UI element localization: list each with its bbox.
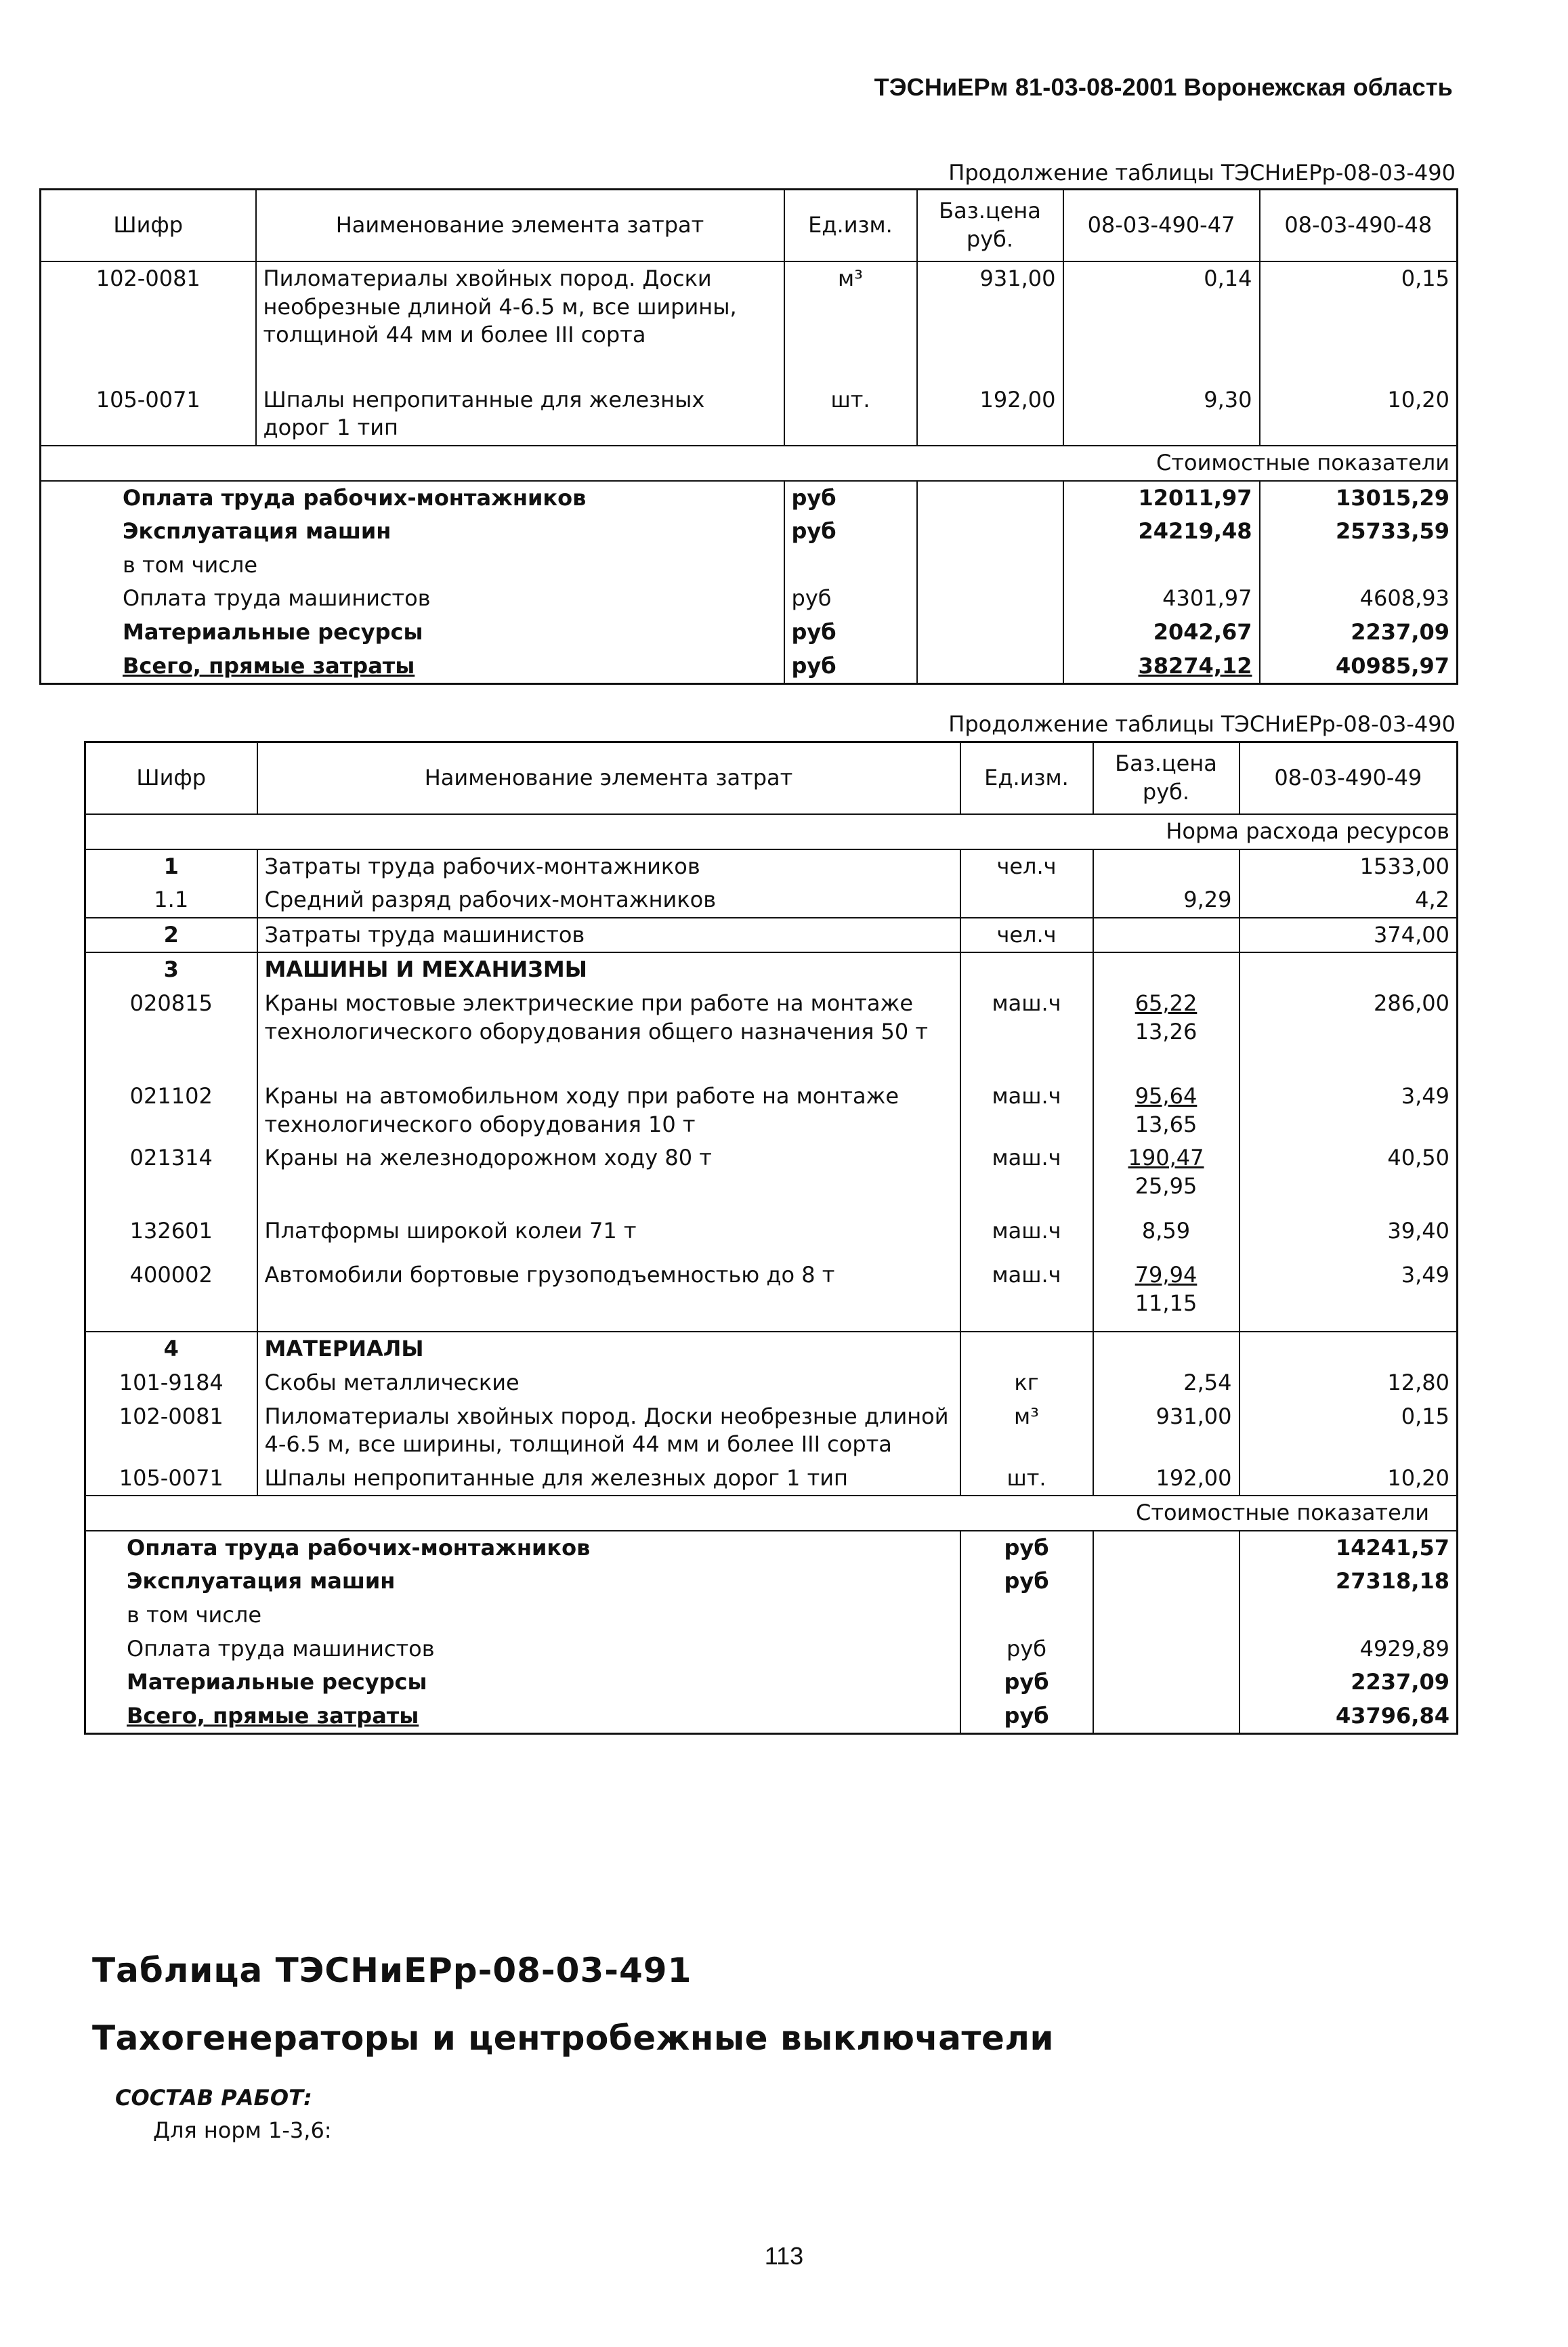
cost-row — [85, 1531, 1458, 1565]
cost-value: 12011,97 — [1063, 481, 1260, 515]
cell-price: 192,00 — [1093, 1462, 1239, 1496]
col-norm-47: 08-03-490-47 — [1063, 190, 1260, 262]
cell-price — [1093, 918, 1239, 953]
cost-label: в том числе — [41, 549, 784, 583]
table2-header-row — [85, 742, 1458, 815]
cell-unit — [960, 952, 1093, 987]
cell-code: 4 — [85, 1332, 257, 1366]
cost-row — [85, 1599, 1458, 1632]
col-unit: Ед.изм. — [960, 742, 1093, 815]
table2-caption: Продолжение таблицы ТЭСНиЕРр-08-03-490 — [948, 711, 1456, 737]
cost-row — [41, 549, 1458, 583]
price-operator: 11,15 — [1135, 1290, 1198, 1316]
cost-value — [1063, 549, 1260, 583]
cost-row — [41, 616, 1458, 650]
cell-unit: м³ — [960, 1400, 1093, 1462]
works-label: СОСТАВ РАБОТ: — [115, 2085, 312, 2111]
cost-row — [85, 1666, 1458, 1699]
cell-unit: чел.ч — [960, 918, 1093, 953]
cost-value: 2237,09 — [1239, 1666, 1458, 1699]
cost-price-empty — [917, 515, 1063, 549]
section-row-materials — [85, 1332, 1458, 1366]
cell-unit: маш.ч — [960, 987, 1093, 1080]
cost-label: Оплата труда машинистов — [41, 582, 784, 616]
cost-label: Эксплуатация машин — [85, 1565, 960, 1599]
cell-code: 3 — [85, 952, 257, 987]
cost-label: в том числе — [85, 1599, 960, 1632]
table2 — [84, 741, 1458, 1735]
cell-code: 400002 — [85, 1259, 257, 1332]
cost-unit: руб — [784, 481, 917, 515]
cell-value: 0,15 — [1260, 261, 1458, 383]
cell-price — [1093, 952, 1239, 987]
table-row — [85, 1366, 1458, 1400]
cell-price — [1093, 1259, 1239, 1332]
col-norm-48: 08-03-490-48 — [1260, 190, 1458, 262]
cell-price: 931,00 — [917, 261, 1063, 383]
cost-value: 27318,18 — [1239, 1565, 1458, 1599]
table-row — [85, 987, 1458, 1080]
cell-code: 132601 — [85, 1214, 257, 1259]
cost-price-empty — [1093, 1531, 1239, 1565]
cost-price-empty — [917, 650, 1063, 684]
cell-value: 0,15 — [1239, 1400, 1458, 1462]
cell-price — [1093, 849, 1239, 884]
cost-label: Оплата труда машинистов — [85, 1632, 960, 1666]
cell-value: 10,20 — [1239, 1462, 1458, 1496]
col-name: Наименование элемента затрат — [256, 190, 784, 262]
cost-label: Эксплуатация машин — [41, 515, 784, 549]
price-machine: 79,94 — [1135, 1262, 1198, 1288]
cell-value: 10,20 — [1260, 383, 1458, 446]
cost-unit: руб — [960, 1632, 1093, 1666]
cost-header: Стоимостные показатели — [85, 1496, 1458, 1531]
col-norm-49: 08-03-490-49 — [1239, 742, 1458, 815]
cost-value: 13015,29 — [1260, 481, 1458, 515]
cell-code: 101-9184 — [85, 1366, 257, 1400]
cell-price: 2,54 — [1093, 1366, 1239, 1400]
cell-unit: маш.ч — [960, 1080, 1093, 1141]
cost-row — [85, 1565, 1458, 1599]
section-row-machines — [85, 952, 1458, 987]
cell-code: 1 — [85, 849, 257, 884]
cell-name: Автомобили бортовые грузоподъемностью до 8 т — [257, 1259, 960, 1332]
cost-unit: руб — [784, 515, 917, 549]
table-row — [85, 1080, 1458, 1141]
cost-value: 4929,89 — [1239, 1632, 1458, 1666]
table1-cost-header-row — [41, 446, 1458, 481]
col-price: Баз.цена руб. — [917, 190, 1063, 262]
cell-code: 105-0071 — [85, 1462, 257, 1496]
price-operator: 13,65 — [1135, 1111, 1198, 1137]
section-subtitle: Тахогенераторы и центробежные выключатели — [92, 2018, 1055, 2058]
cost-unit: руб — [960, 1565, 1093, 1599]
price-operator: 25,95 — [1135, 1172, 1198, 1199]
price-machine: 65,22 — [1135, 990, 1198, 1016]
table-row — [85, 918, 1458, 953]
cost-value: 25733,59 — [1260, 515, 1458, 549]
cost-value: 2237,09 — [1260, 616, 1458, 650]
cell-value: 0,14 — [1063, 261, 1260, 383]
table-row — [85, 1462, 1458, 1496]
cell-value — [1239, 1332, 1458, 1366]
cell-code: 021314 — [85, 1141, 257, 1214]
cell-price — [1093, 1332, 1239, 1366]
page-number: 113 — [764, 2242, 804, 2270]
col-code: Шифр — [85, 742, 257, 815]
page-header: ТЭСНиЕРм 81-03-08-2001 Воронежская область — [874, 73, 1453, 101]
cell-name: МАТЕРИАЛЫ — [257, 1332, 960, 1366]
cost-row — [41, 515, 1458, 549]
cost-price-empty — [917, 481, 1063, 515]
cell-code: 102-0081 — [85, 1400, 257, 1462]
cell-name: Шпалы непропитанные для железных дорог 1 тип — [256, 383, 784, 446]
table2-cost-header-row — [85, 1496, 1458, 1531]
table-row — [85, 849, 1458, 884]
cell-code: 102-0081 — [41, 261, 256, 383]
cost-unit: руб — [960, 1699, 1093, 1734]
cost-value — [1239, 1599, 1458, 1632]
price-machine: 190,47 — [1128, 1145, 1204, 1171]
cost-unit: руб — [784, 616, 917, 650]
cost-unit: руб — [960, 1531, 1093, 1565]
table1-caption: Продолжение таблицы ТЭСНиЕРр-08-03-490 — [948, 160, 1456, 186]
cost-price-empty — [917, 616, 1063, 650]
cell-code: 021102 — [85, 1080, 257, 1141]
cell-unit: м³ — [784, 261, 917, 383]
cell-value: 12,80 — [1239, 1366, 1458, 1400]
cell-name: Затраты труда рабочих-монтажников — [257, 849, 960, 884]
cell-name: Краны на железнодорожном ходу 80 т — [257, 1141, 960, 1214]
cell-name: Скобы металлические — [257, 1366, 960, 1400]
cell-value — [1239, 952, 1458, 987]
cell-price: 192,00 — [917, 383, 1063, 446]
cost-value: 40985,97 — [1260, 650, 1458, 684]
table1-header-row — [41, 190, 1458, 262]
cost-row-total — [85, 1699, 1458, 1734]
table2-norm-header-row — [85, 814, 1458, 849]
table-row — [41, 383, 1458, 446]
table1 — [39, 188, 1458, 685]
cost-unit: руб — [784, 582, 917, 616]
section-title: Таблица ТЭСНиЕРр-08-03-491 — [92, 1951, 692, 1990]
cost-price-empty — [1093, 1599, 1239, 1632]
cost-unit — [784, 549, 917, 583]
cost-label: Оплата труда рабочих-монтажников — [41, 481, 784, 515]
cost-value: 24219,48 — [1063, 515, 1260, 549]
cost-label: Материальные ресурсы — [41, 616, 784, 650]
cell-value: 1533,00 — [1239, 849, 1458, 884]
cost-label: Оплата труда рабочих-монтажников — [85, 1531, 960, 1565]
cost-row-total — [41, 650, 1458, 684]
cost-row — [41, 481, 1458, 515]
cell-value: 374,00 — [1239, 918, 1458, 953]
cell-unit — [960, 883, 1093, 918]
table-row — [85, 1214, 1458, 1259]
cost-price-empty — [1093, 1565, 1239, 1599]
cell-value: 40,50 — [1239, 1141, 1458, 1214]
cell-unit: шт. — [784, 383, 917, 446]
cell-unit: чел.ч — [960, 849, 1093, 884]
cell-price: 9,29 — [1093, 883, 1239, 918]
cell-name: Средний разряд рабочих-монтажников — [257, 883, 960, 918]
cell-value: 3,49 — [1239, 1080, 1458, 1141]
cell-value: 39,40 — [1239, 1214, 1458, 1259]
cell-name: МАШИНЫ И МЕХАНИЗМЫ — [257, 952, 960, 987]
cost-value: 38274,12 — [1063, 650, 1260, 684]
cell-code: 1.1 — [85, 883, 257, 918]
col-name: Наименование элемента затрат — [257, 742, 960, 815]
table-row — [85, 883, 1458, 918]
cell-name: Затраты труда машинистов — [257, 918, 960, 953]
cell-name: Краны на автомобильном ходу при работе на монтаже технологического оборудования 10 т — [257, 1080, 960, 1141]
table-row — [41, 261, 1458, 383]
cost-unit: руб — [960, 1666, 1093, 1699]
cost-value: 43796,84 — [1239, 1699, 1458, 1734]
cell-name: Краны мостовые электрические при работе на монтаже технологического оборудования общего назначения 50 т — [257, 987, 960, 1080]
cost-header: Стоимостные показатели — [41, 446, 1458, 481]
table-row — [85, 1259, 1458, 1332]
col-unit: Ед.изм. — [784, 190, 917, 262]
cost-row — [85, 1632, 1458, 1666]
col-code: Шифр — [41, 190, 256, 262]
norm-header: Норма расхода ресурсов — [85, 814, 1458, 849]
cost-value: 4608,93 — [1260, 582, 1458, 616]
cost-price-empty — [1093, 1632, 1239, 1666]
cell-code: 2 — [85, 918, 257, 953]
cost-price-empty — [917, 582, 1063, 616]
cost-unit: руб — [784, 650, 917, 684]
cell-name: Платформы широкой колеи 71 т — [257, 1214, 960, 1259]
cell-unit: кг — [960, 1366, 1093, 1400]
cell-code: 105-0071 — [41, 383, 256, 446]
cell-value: 9,30 — [1063, 383, 1260, 446]
price-machine: 95,64 — [1135, 1083, 1198, 1109]
cost-value: 14241,57 — [1239, 1531, 1458, 1565]
cost-price-empty — [1093, 1666, 1239, 1699]
cost-price-empty — [917, 549, 1063, 583]
cell-price — [1093, 1141, 1239, 1214]
cell-name: Шпалы непропитанные для железных дорог 1 тип — [257, 1462, 960, 1496]
price-operator: 13,26 — [1135, 1018, 1198, 1044]
cell-name: Пиломатериалы хвойных пород. Доски необрезные длиной 4-6.5 м, все ширины, толщиной 44 мм и более III сорта — [256, 261, 784, 383]
cell-name: Пиломатериалы хвойных пород. Доски необрезные длиной 4-6.5 м, все ширины, толщиной 44 мм и более III сорта — [257, 1400, 960, 1462]
table-row — [85, 1400, 1458, 1462]
cost-label: Всего, прямые затраты — [85, 1699, 960, 1734]
cell-unit: маш.ч — [960, 1141, 1093, 1214]
cell-price — [1093, 1080, 1239, 1141]
cost-value — [1260, 549, 1458, 583]
cell-unit: шт. — [960, 1462, 1093, 1496]
cost-row — [41, 582, 1458, 616]
col-price: Баз.цена руб. — [1093, 742, 1239, 815]
table-row — [85, 1141, 1458, 1214]
cost-label: Всего, прямые затраты — [41, 650, 784, 684]
cost-label: Материальные ресурсы — [85, 1666, 960, 1699]
cell-price: 8,59 — [1093, 1214, 1239, 1259]
cell-unit: маш.ч — [960, 1214, 1093, 1259]
cell-price: 931,00 — [1093, 1400, 1239, 1462]
cell-price — [1093, 987, 1239, 1080]
cell-unit — [960, 1332, 1093, 1366]
cost-unit — [960, 1599, 1093, 1632]
cell-code: 020815 — [85, 987, 257, 1080]
cell-value: 286,00 — [1239, 987, 1458, 1080]
cost-value: 4301,97 — [1063, 582, 1260, 616]
cell-value: 3,49 — [1239, 1259, 1458, 1332]
cell-value: 4,2 — [1239, 883, 1458, 918]
cost-value: 2042,67 — [1063, 616, 1260, 650]
norms-label: Для норм 1-3,6: — [153, 2117, 332, 2143]
cell-unit: маш.ч — [960, 1259, 1093, 1332]
cost-price-empty — [1093, 1699, 1239, 1734]
